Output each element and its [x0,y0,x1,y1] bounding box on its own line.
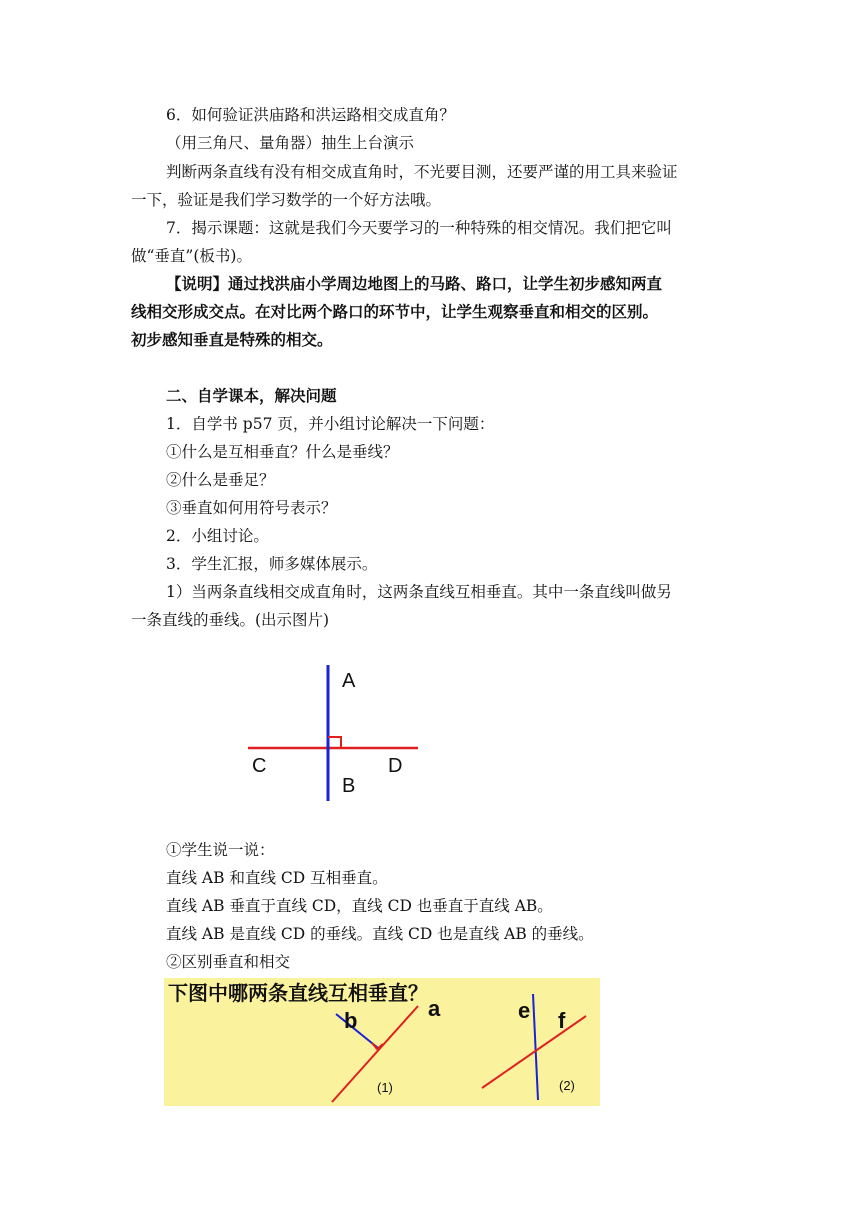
item-6: 6．如何验证洪庙路和洪运路相交成直角？ [166,106,455,124]
item-3: 3．学生汇报，师多媒体展示。 [166,555,378,573]
question-3: ③垂直如何用符号表示？ [166,499,337,517]
label-c: C [252,755,267,777]
label-f: f [558,1008,566,1033]
note-line-1: 【说明】通过找洪庙小学周边地图上的马路、路口，让学生初步感知两直 [166,274,663,293]
note-line-2: 线相交形成交点。在对比两个路口的环节中，让学生观察垂直和相交的区别。 [131,302,659,321]
definition-line-2: 一条直线的垂线。(出示图片) [131,611,330,629]
statement-3: 直线 AB 是直线 CD 的垂线。直线 CD 也是直线 AB 的垂线。 [166,925,594,943]
label-b-lower: b [344,1008,358,1033]
right-angle-mark [328,737,341,748]
statement-1: 直线 AB 和直线 CD 互相垂直。 [166,869,388,887]
item-7-line-2: 做“垂直”(板书)。 [131,247,252,265]
item-2: 2．小组讨论。 [166,527,269,545]
definition-line-1: 1）当两条直线相交成直角时，这两条直线互相垂直。其中一条直线叫做另 [166,583,672,601]
label-a: A [342,670,356,692]
label-d: D [388,755,403,777]
which-perpendicular-figure [164,978,600,1106]
question-2: ②什么是垂足？ [166,471,275,489]
item-1: 1．自学书 p57 页，并小组讨论解决一下问题： [166,415,495,433]
perpendicular-lines-figure [240,655,430,810]
caption-2: (2) [559,1078,575,1093]
statement-2: 直线 AB 垂直于直线 CD，直线 CD 也垂直于直线 AB。 [166,897,553,915]
item-6-method: （用三角尺、量角器）抽生上台演示 [166,134,415,152]
distinguish-heading: ②区别垂直和相交 [166,953,291,971]
judge-line-1: 判断两条直线有没有相交成直角时，不光要目测，还要严谨的用工具来验证 [166,163,678,181]
question-1: ①什么是互相垂直？什么是垂线？ [166,443,399,461]
figure-question: 下图中哪两条直线互相垂直？ [168,981,428,1005]
label-b: B [342,775,356,797]
section-2-heading: 二、自学课本，解决问题 [166,386,337,405]
judge-line-2: 一下，验证是我们学习数学的一个好方法哦。 [131,191,442,209]
note-line-3: 初步感知垂直是特殊的相交。 [131,330,333,349]
students-say: ①学生说一说： [166,841,275,859]
label-a-lower: a [428,996,441,1021]
item-7-line-1: 7．揭示课题：这就是我们今天要学习的一种特殊的相交情况。我们把它叫 [166,219,672,237]
label-e: e [518,998,531,1023]
caption-1: (1) [377,1080,393,1095]
